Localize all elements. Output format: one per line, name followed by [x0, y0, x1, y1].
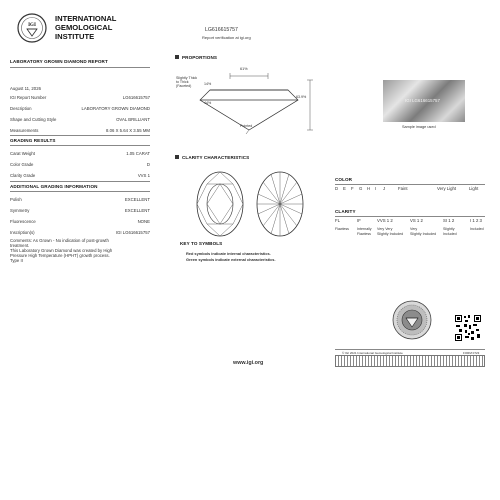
detail-value: LABORATORY GROWN DIAMOND	[81, 106, 150, 111]
comment-line: Pressure High Temperature (HPHT) growth process.	[10, 253, 110, 258]
grading-row	[10, 173, 150, 179]
security-strip	[335, 355, 485, 367]
detail-key: Description	[10, 106, 32, 111]
clarity-desc: Very Very	[377, 227, 393, 231]
clarity-desc: Flawless	[357, 232, 371, 236]
sample-inscription-photo	[383, 80, 465, 122]
clarity-desc: Slightly	[443, 227, 455, 231]
clarity-scale-title: CLARITY	[335, 209, 356, 214]
additional-key: Inscription(s)	[10, 230, 35, 235]
additional-info-title: ADDITIONAL GRADING INFORMATION	[10, 184, 98, 189]
comment-line: Comments: As Grown - No indication of post-growth	[10, 238, 109, 243]
color-grade: G	[359, 186, 363, 191]
girdle-label-line: (Faceted)	[176, 84, 192, 89]
additional-row	[10, 230, 150, 236]
header-verify-text: Report verification at igi.org	[202, 35, 251, 40]
clarity-grade-row	[335, 218, 485, 224]
divider	[10, 145, 150, 146]
clarity-grade: SI 1 2	[443, 218, 455, 223]
grading-results-title: GRADING RESULTS	[10, 138, 56, 143]
proportions-title: PROPORTIONS	[182, 55, 218, 60]
comment-line: treatment.	[10, 243, 30, 248]
pavilion-view-plot	[255, 170, 305, 238]
girdle-label-line: to Thick	[176, 80, 189, 85]
detail-value: OVAL BRILLIANT	[116, 117, 150, 122]
grading-key: Clarity Grade	[10, 173, 36, 178]
clarity-desc: Slightly Included	[410, 232, 437, 236]
color-grade: H	[367, 186, 371, 191]
culet-label: Pointed	[240, 124, 253, 128]
divider	[10, 181, 150, 182]
clarity-desc: Included	[470, 227, 484, 231]
additional-key: Fluorescence	[10, 219, 36, 224]
clarity-characteristics-title: CLARITY CHARACTERISTICS	[182, 155, 250, 160]
grading-row	[10, 162, 150, 168]
copyright-text: © IGI 2021 International Gemological Institute	[342, 351, 403, 355]
color-scale-row	[335, 186, 485, 192]
additional-value: NONE	[137, 219, 150, 224]
grading-key: Carat Weight	[10, 151, 35, 156]
key-line-red: Red symbols indicate internal characteristics.	[186, 251, 271, 256]
detail-key: Measurements	[10, 128, 39, 133]
color-grade: F	[351, 186, 354, 191]
brand-name	[55, 14, 116, 41]
divider	[335, 349, 485, 350]
additional-key: Polish	[10, 197, 22, 202]
additional-row	[10, 197, 150, 203]
clarity-desc: Slightly Included	[377, 232, 404, 236]
detail-row	[10, 128, 150, 134]
divider	[10, 67, 150, 68]
additional-value: EXCELLENT	[124, 197, 150, 202]
grading-value: VVS 1	[137, 173, 150, 178]
depth-percentage: 63.9%	[296, 95, 307, 99]
color-grade: D	[335, 186, 339, 191]
crown-percentage: 14%	[204, 82, 212, 86]
clarity-grade: FL	[335, 218, 341, 223]
form-code: FORM 0723	[463, 351, 480, 355]
grading-key: Color Grade	[10, 162, 34, 167]
detail-row	[10, 95, 150, 101]
crown-view-plot	[195, 170, 245, 238]
photo-inscription-text: IGI LG616615757	[405, 98, 440, 103]
divider	[335, 216, 485, 217]
section-bullet-icon	[175, 155, 179, 159]
additional-value: IGI LG616615757	[115, 230, 150, 235]
brand-line-2: GEMOLOGICAL	[55, 23, 113, 32]
section-bullet-icon	[175, 55, 179, 59]
clarity-desc: Very	[410, 227, 418, 231]
igi-logo-seal	[17, 13, 47, 43]
detail-key: IGI Report Number	[10, 95, 47, 100]
igi-hologram-seal	[392, 300, 432, 340]
additional-value: EXCELLENT	[124, 208, 150, 213]
divider	[335, 184, 485, 185]
clarity-desc: Flawless	[335, 227, 349, 231]
website-link[interactable]: www.igi.org	[233, 360, 264, 366]
detail-value: LG616615757	[122, 95, 150, 100]
clarity-grade: VVS 1 2	[377, 218, 393, 223]
clarity-grade: IF	[357, 218, 361, 223]
girdle-label-line: Slightly Thick	[176, 76, 198, 80]
color-grade: J	[383, 186, 386, 191]
table-percentage: 61%	[240, 67, 248, 71]
clarity-desc-row	[335, 227, 485, 239]
grading-value: 1.05 CARAT	[126, 151, 150, 156]
grading-value: D	[146, 162, 150, 167]
comment-line: Type II	[10, 258, 23, 263]
report-date: August 11, 2026	[10, 86, 41, 91]
clarity-grade: I 1 2 3	[470, 218, 482, 223]
qr-code[interactable]	[455, 315, 481, 341]
clarity-desc: Internally	[357, 227, 372, 231]
pavilion-percentage: 44%	[204, 101, 212, 105]
detail-row	[10, 106, 150, 112]
color-word: Very Light	[437, 186, 457, 191]
additional-row	[10, 208, 150, 214]
girdle-label	[176, 76, 197, 89]
divider	[10, 191, 150, 192]
additional-row	[10, 219, 150, 225]
divider	[10, 135, 150, 136]
key-to-symbols-title: KEY TO SYMBOLS	[180, 241, 223, 246]
additional-key: Symmetry	[10, 208, 30, 213]
clarity-desc: Included	[443, 232, 457, 236]
key-line-green: Green symbols indicate external characteristics.	[186, 257, 276, 262]
brand-line-1: INTERNATIONAL	[55, 14, 117, 23]
report-title: LABORATORY GROWN DIAMOND REPORT	[10, 59, 108, 64]
color-scale-title: COLOR	[335, 177, 353, 182]
grading-row	[10, 151, 150, 157]
detail-key: Shape and Cutting Style	[10, 117, 57, 122]
svg-text:IGI: IGI	[28, 23, 36, 28]
comments	[10, 238, 150, 263]
sample-image-caption: Sample image used	[402, 125, 436, 129]
color-grade: E	[343, 186, 346, 191]
color-word: Light	[469, 186, 479, 191]
detail-value: 8.06 X 5.64 X 3.55 MM	[106, 128, 150, 133]
brand-line-3: INSTITUTE	[55, 32, 95, 41]
header-report-number: LG616615757	[205, 27, 238, 33]
comment-line: This Laboratory Grown Diamond was created by High	[10, 248, 113, 253]
color-word: Faint	[398, 186, 408, 191]
color-grade: I	[375, 186, 377, 191]
detail-row	[10, 117, 150, 123]
clarity-grade: VS 1 2	[410, 218, 423, 223]
